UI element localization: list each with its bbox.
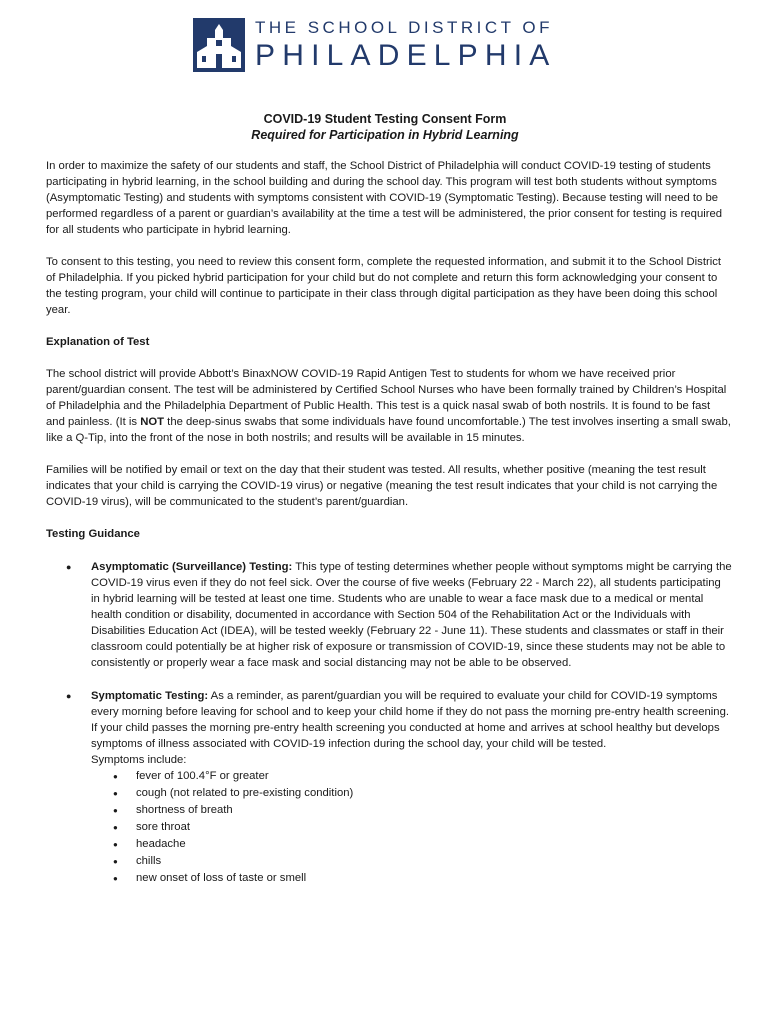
symptoms-intro: Symptoms include: bbox=[91, 754, 187, 766]
intro-paragraph-1: In order to maximize the safety of our students and staff, the School District of Philadelphia will conduct COVID-19 testing of students participating in hybrid learning, in the school building and during the school day. This program will test both students without symptoms (Asymptomatic Testing) and students with symptoms consistent with COVID-19 (Symptomatic Testing). Because testing will need to be performed regardless of a parent or guardian’s availability at the time a test will be administered, the prior consent for testing is required for all students who participate in hybrid learning. bbox=[46, 160, 723, 236]
symptom-item: ● cough (not related to pre-existing condition) bbox=[91, 785, 732, 802]
symptom-item: ● chills bbox=[91, 853, 732, 870]
explanation-text-b: the deep-sinus swabs that some individuals have found uncomfortable.) The test involves inserting a small swab, like a Q-Tip, into the front of the nose in both nostrils; and results will be available in 15 minutes. bbox=[46, 416, 731, 444]
form-subtitle: Required for Participation in Hybrid Learning bbox=[251, 128, 519, 142]
guidance-list bbox=[46, 559, 732, 887]
symptomatic-item bbox=[46, 688, 732, 887]
symptoms-list bbox=[91, 768, 732, 887]
explanation-paragraph-1 bbox=[46, 366, 732, 446]
symptomatic-label: Symptomatic Testing: bbox=[91, 690, 209, 702]
explanation-paragraph-2: Families will be notified by email or text on the day that their student was tested. All results, whether positive (meaning the test result indicates that your child is carrying the COVID-19 virus) or negative (meaning the test result indicates that your child is not carrying the COVID-19 virus), will be communicated to the student’s parent/guardian. bbox=[46, 464, 718, 508]
asymptomatic-item bbox=[46, 559, 732, 671]
explanation-emphasis: NOT bbox=[140, 416, 165, 428]
asymptomatic-text: This type of testing determines whether people without symptoms might be carrying the COVID-19 virus even if they do not feel sick. Over the course of five weeks (February 22 - March 22), all students participating in hybrid learning will be tested at least one time. Students who are unable to wear a face mask due to a medical or mental health condition or disability, documented in accordance with Section 504 of the Rehabilitation Act or the Individuals with Disabilities Education Act (IDEA), will be tested weekly (February 22 - June 11). These students and classmates or staff in their classroom could potentially be at higher risk of exposure or transmission of COVID-19, since these students may not be able to consistently or properly wear a face mask and social distancing may not be able to be observed. bbox=[91, 561, 732, 669]
symptom-item: ● fever of 100.4°F or greater bbox=[91, 768, 732, 785]
symptom-item: ● shortness of breath bbox=[91, 802, 732, 819]
symptom-item: ● new onset of loss of taste or smell bbox=[91, 870, 732, 887]
district-logo bbox=[193, 18, 556, 72]
symptom-item: ● sore throat bbox=[91, 819, 732, 836]
guidance-heading: Testing Guidance bbox=[46, 528, 140, 540]
symptomatic-text: As a reminder, as parent/guardian you will be required to evaluate your child for COVID-19 symptoms every morning before leaving for school and to keep your child home if they do not pass the morning pre-entry health screening. If your child passes the morning pre-entry health screening you conducted at home and arrives at school healthy but develops symptoms of illness associated with COVID-19 infection during the school day, your child will be tested. bbox=[91, 690, 730, 750]
document-body bbox=[46, 158, 732, 904]
logo-line-1: THE SCHOOL DISTRICT OF bbox=[255, 18, 554, 37]
symptom-item: ● headache bbox=[91, 836, 732, 853]
school-building-icon bbox=[193, 18, 245, 72]
form-title: COVID-19 Student Testing Consent Form bbox=[263, 112, 507, 126]
asymptomatic-label: Asymptomatic (Surveillance) Testing: bbox=[91, 561, 293, 573]
intro-paragraph-2: To consent to this testing, you need to review this consent form, complete the requested information, and submit it to the School District of Philadelphia. If you picked hybrid participation for your child but do not complete and return this form acknowledging your consent to the testing program, your child will continue to participate in their class through digital participation as they have been doing this school year. bbox=[46, 256, 722, 316]
explanation-heading: Explanation of Test bbox=[46, 336, 150, 348]
logo-line-2: PHILADELPHIA bbox=[255, 39, 557, 72]
explanation-text-a: The school district will provide Abbott’s BinaxNOW COVID-19 Rapid Antigen Test to students for whom we have received prior parent/guardian consent. The test will be administered by Certified School Nurses who have been formally trained by Children’s Hospital of Philadelphia and the Philadelphia Department of Public Health. This test is a quick nasal swab of both nostrils. It is found to be fast and painless. (It is bbox=[46, 368, 727, 428]
